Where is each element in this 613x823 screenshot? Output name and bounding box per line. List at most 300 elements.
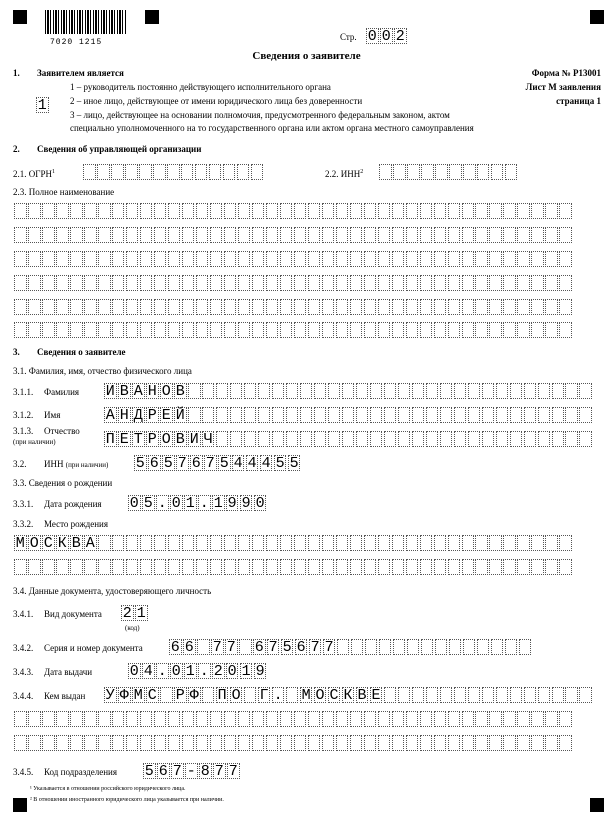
char-cell	[378, 227, 391, 243]
char-cell: 5	[135, 455, 145, 472]
char-cell	[435, 164, 448, 180]
birth-place-row[interactable]	[14, 535, 573, 551]
doc-type-num: 3.4.1.	[13, 609, 34, 619]
char-cell	[140, 535, 153, 551]
char-cell: 1	[213, 495, 223, 512]
char-cell	[378, 711, 391, 727]
char-cell	[364, 251, 377, 267]
char-cell	[224, 251, 237, 267]
full-name-row[interactable]	[14, 227, 573, 243]
char-cell	[489, 559, 502, 575]
surname-field[interactable]	[104, 383, 593, 399]
barcode-number: 7020 1215	[50, 38, 103, 47]
char-cell	[294, 227, 307, 243]
char-cell	[258, 383, 271, 399]
char-cell	[84, 322, 97, 338]
char-cell	[475, 203, 488, 219]
char-cell: 0	[129, 495, 139, 512]
ogrn-field[interactable]	[83, 164, 265, 180]
char-cell	[545, 251, 558, 267]
char-cell: В	[175, 431, 185, 448]
char-cell	[266, 535, 279, 551]
char-cell	[475, 251, 488, 267]
dept-code-field[interactable]	[143, 763, 241, 779]
char-cell	[322, 535, 335, 551]
char-cell: 0	[129, 663, 139, 680]
char-cell	[378, 251, 391, 267]
char-cell	[531, 735, 544, 751]
char-cell	[448, 559, 461, 575]
char-cell	[70, 203, 83, 219]
char-cell	[426, 687, 439, 703]
char-cell	[462, 275, 475, 291]
char-cell	[420, 322, 433, 338]
char-cell	[140, 227, 153, 243]
char-cell	[393, 639, 406, 655]
char-cell	[503, 275, 516, 291]
char-cell	[238, 299, 251, 315]
char-cell	[239, 639, 252, 655]
char-cell	[392, 559, 405, 575]
char-cell: 0	[367, 28, 377, 45]
char-cell	[112, 322, 125, 338]
char-cell	[412, 431, 425, 447]
char-cell	[475, 711, 488, 727]
char-cell	[531, 299, 544, 315]
char-cell	[168, 735, 181, 751]
char-cell	[168, 299, 181, 315]
char-cell	[510, 431, 523, 447]
char-cell	[482, 687, 495, 703]
char-cell	[454, 431, 467, 447]
char-cell: 7	[228, 763, 238, 780]
birth-place-num: 3.3.2.	[13, 519, 34, 529]
char-cell	[84, 559, 97, 575]
char-cell	[308, 299, 321, 315]
char-cell	[140, 322, 153, 338]
char-cell	[510, 407, 523, 423]
char-cell	[378, 299, 391, 315]
char-cell: 6	[158, 763, 168, 780]
char-cell	[308, 203, 321, 219]
char-cell	[42, 203, 55, 219]
char-cell	[294, 711, 307, 727]
full-name-row[interactable]	[14, 299, 573, 315]
char-cell	[210, 275, 223, 291]
char-cell	[14, 559, 27, 575]
char-cell	[517, 203, 530, 219]
char-cell: А	[105, 407, 115, 424]
char-cell: .	[157, 495, 167, 512]
char-cell	[266, 322, 279, 338]
char-cell: О	[315, 687, 325, 704]
char-cell	[196, 251, 209, 267]
char-cell	[154, 559, 167, 575]
doc-number-field[interactable]	[169, 639, 533, 655]
birth-date-label: Дата рождения	[44, 499, 102, 509]
char-cell	[216, 431, 229, 447]
char-cell	[496, 687, 509, 703]
char-cell	[559, 735, 572, 751]
char-cell	[14, 227, 27, 243]
char-cell	[126, 535, 139, 551]
char-cell: Р	[147, 407, 157, 424]
char-cell	[392, 535, 405, 551]
char-cell	[112, 275, 125, 291]
char-cell	[517, 735, 530, 751]
char-cell: 9	[241, 495, 251, 512]
full-name-row[interactable]	[14, 251, 573, 267]
char-cell	[378, 275, 391, 291]
char-cell	[28, 299, 41, 315]
char-cell	[112, 559, 125, 575]
char-cell	[70, 322, 83, 338]
corner-marker	[590, 798, 604, 812]
dept-code-label: Код подразделения	[44, 767, 117, 777]
char-cell	[412, 687, 425, 703]
char-cell	[210, 203, 223, 219]
doc-type-field[interactable]	[121, 605, 149, 621]
char-cell	[505, 164, 518, 180]
char-cell: Р	[175, 687, 185, 704]
ogrn-label: 2.1. ОГРН$^1$	[13, 169, 55, 179]
birth-place-row[interactable]	[14, 559, 573, 575]
char-cell	[280, 559, 293, 575]
page-number-field	[366, 28, 408, 44]
char-cell	[140, 711, 153, 727]
full-name-row[interactable]	[14, 275, 573, 291]
char-cell	[210, 227, 223, 243]
char-cell	[342, 383, 355, 399]
char-cell	[153, 164, 166, 180]
char-cell	[356, 407, 369, 423]
char-cell	[14, 275, 27, 291]
char-cell	[351, 639, 364, 655]
char-cell	[328, 407, 341, 423]
char-cell	[517, 322, 530, 338]
char-cell	[579, 407, 592, 423]
char-cell	[42, 711, 55, 727]
char-cell	[98, 735, 111, 751]
char-cell	[244, 687, 257, 703]
char-cell	[56, 559, 69, 575]
char-cell: О	[231, 687, 241, 704]
doc-number-label: Серия и номер документа	[44, 643, 143, 653]
char-cell	[272, 431, 285, 447]
char-cell: В	[175, 383, 185, 400]
char-cell	[350, 535, 363, 551]
char-cell	[224, 735, 237, 751]
char-cell	[42, 275, 55, 291]
char-cell	[210, 251, 223, 267]
char-cell	[238, 559, 251, 575]
char-cell	[230, 431, 243, 447]
char-cell	[342, 407, 355, 423]
char-cell	[350, 275, 363, 291]
char-cell	[406, 322, 419, 338]
char-cell	[224, 275, 237, 291]
char-cell	[468, 431, 481, 447]
char-cell	[210, 322, 223, 338]
char-cell	[392, 203, 405, 219]
char-cell	[468, 383, 481, 399]
char-cell	[496, 431, 509, 447]
char-cell	[559, 251, 572, 267]
char-cell	[531, 227, 544, 243]
char-cell	[238, 322, 251, 338]
char-cell	[392, 251, 405, 267]
name-field[interactable]	[104, 407, 593, 423]
option-3-cont: специально уполномоченного на то государственного органа или актом органа местного самоуправления	[70, 123, 474, 133]
char-cell	[244, 431, 257, 447]
char-cell	[384, 431, 397, 447]
char-cell: М	[301, 687, 311, 704]
char-cell	[182, 322, 195, 338]
char-cell	[392, 299, 405, 315]
char-cell	[286, 431, 299, 447]
char-cell	[224, 535, 237, 551]
char-cell	[448, 535, 461, 551]
char-cell	[314, 431, 327, 447]
char-cell: 7	[212, 639, 222, 656]
char-cell	[252, 535, 265, 551]
char-cell	[224, 203, 237, 219]
char-cell	[308, 535, 321, 551]
char-cell	[559, 203, 572, 219]
char-cell	[56, 299, 69, 315]
char-cell	[545, 203, 558, 219]
char-cell	[230, 407, 243, 423]
char-cell	[552, 407, 565, 423]
char-cell: 2	[395, 28, 405, 45]
char-cell	[56, 322, 69, 338]
char-cell: Й	[175, 407, 185, 424]
inn-field[interactable]	[134, 455, 302, 471]
char-cell	[251, 164, 264, 180]
issue-date-field[interactable]	[128, 663, 268, 679]
char-cell	[98, 203, 111, 219]
char-cell	[14, 735, 27, 751]
char-cell	[126, 251, 139, 267]
char-cell	[448, 275, 461, 291]
char-cell	[384, 687, 397, 703]
char-cell: 9	[255, 663, 265, 680]
char-cell	[434, 275, 447, 291]
char-cell	[356, 431, 369, 447]
char-cell	[579, 383, 592, 399]
char-cell	[524, 431, 537, 447]
applicant-type-field[interactable]	[36, 97, 50, 113]
form-number: Форма № Р13001	[531, 68, 601, 78]
char-cell	[126, 711, 139, 727]
char-cell	[350, 251, 363, 267]
char-cell: 6	[191, 455, 201, 472]
char-cell	[272, 383, 285, 399]
issue-date-label: Дата выдачи	[44, 667, 93, 677]
char-cell	[308, 711, 321, 727]
char-cell	[336, 275, 349, 291]
char-cell	[531, 251, 544, 267]
char-cell	[434, 227, 447, 243]
full-name-row[interactable]	[14, 203, 573, 219]
char-cell	[98, 227, 111, 243]
char-cell	[454, 407, 467, 423]
char-cell	[140, 735, 153, 751]
full-name-row[interactable]	[14, 322, 573, 338]
page-title: Сведения о заявителе	[252, 50, 361, 62]
char-cell	[182, 535, 195, 551]
char-cell	[188, 383, 201, 399]
char-cell	[280, 251, 293, 267]
page-label: Стр.	[340, 32, 357, 42]
char-cell: 6	[149, 455, 159, 472]
char-cell	[56, 711, 69, 727]
char-cell: 7	[226, 639, 236, 656]
char-cell: Ф	[189, 687, 199, 704]
char-cell	[421, 639, 434, 655]
char-cell	[168, 203, 181, 219]
char-cell	[406, 227, 419, 243]
char-cell	[378, 535, 391, 551]
char-cell	[196, 203, 209, 219]
inn-org-field[interactable]	[379, 164, 519, 180]
char-cell	[42, 299, 55, 315]
char-cell	[440, 431, 453, 447]
char-cell: В	[71, 535, 81, 552]
char-cell	[286, 687, 299, 703]
birth-date-field[interactable]	[128, 495, 268, 511]
char-cell	[154, 227, 167, 243]
char-cell: 2	[122, 605, 132, 622]
char-cell	[462, 203, 475, 219]
char-cell: 2	[213, 663, 223, 680]
char-cell	[365, 639, 378, 655]
char-cell	[421, 164, 434, 180]
char-cell	[258, 407, 271, 423]
char-cell: .	[199, 663, 209, 680]
char-cell	[482, 407, 495, 423]
char-cell	[70, 711, 83, 727]
issued-by-row[interactable]	[14, 735, 573, 751]
issued-by-row[interactable]	[104, 687, 593, 703]
char-cell: С	[329, 687, 339, 704]
char-cell	[111, 164, 124, 180]
char-cell	[468, 687, 481, 703]
char-cell: 0	[227, 663, 237, 680]
char-cell	[531, 203, 544, 219]
char-cell	[139, 164, 152, 180]
char-cell	[420, 559, 433, 575]
char-cell	[294, 299, 307, 315]
char-cell: -	[186, 763, 196, 780]
inn-num: 3.2.	[13, 459, 27, 469]
char-cell: .	[199, 495, 209, 512]
char-cell	[545, 711, 558, 727]
char-cell	[406, 275, 419, 291]
char-cell	[491, 164, 504, 180]
char-cell	[462, 735, 475, 751]
char-cell	[70, 559, 83, 575]
char-cell	[196, 322, 209, 338]
char-cell	[517, 251, 530, 267]
char-cell	[182, 299, 195, 315]
char-cell	[406, 203, 419, 219]
char-cell	[224, 322, 237, 338]
char-cell: 0	[171, 663, 181, 680]
char-cell	[252, 227, 265, 243]
doc-label: 3.4. Данные документа, удостоверяющего личность	[13, 586, 212, 596]
char-cell	[154, 203, 167, 219]
char-cell	[300, 407, 313, 423]
char-cell	[154, 299, 167, 315]
char-cell	[84, 227, 97, 243]
char-cell	[462, 535, 475, 551]
char-cell	[392, 711, 405, 727]
section1-heading: Заявителем является	[37, 68, 124, 78]
char-cell	[503, 251, 516, 267]
char-cell	[197, 639, 210, 655]
char-cell: 6	[184, 639, 194, 656]
patronymic-field[interactable]	[104, 431, 593, 447]
char-cell	[84, 203, 97, 219]
name-num: 3.1.2.	[13, 410, 34, 420]
char-cell	[545, 559, 558, 575]
doc-number-num: 3.4.2.	[13, 643, 34, 653]
char-cell	[449, 164, 462, 180]
char-cell: О	[161, 383, 171, 400]
char-cell	[84, 299, 97, 315]
char-cell	[84, 735, 97, 751]
char-cell	[238, 251, 251, 267]
char-cell	[14, 711, 27, 727]
char-cell	[420, 711, 433, 727]
char-cell	[489, 275, 502, 291]
char-cell	[238, 711, 251, 727]
char-cell	[238, 275, 251, 291]
issued-by-row[interactable]	[14, 711, 573, 727]
char-cell	[314, 407, 327, 423]
char-cell: Е	[161, 407, 171, 424]
char-cell	[559, 322, 572, 338]
char-cell	[258, 431, 271, 447]
char-cell	[244, 383, 257, 399]
patronymic-num: 3.1.3.	[13, 426, 34, 436]
char-cell	[196, 711, 209, 727]
section2-heading: Сведения об управляющей организации	[37, 144, 202, 154]
char-cell	[559, 559, 572, 575]
corner-marker	[13, 10, 27, 24]
char-cell	[280, 203, 293, 219]
char-cell	[420, 535, 433, 551]
char-cell	[426, 383, 439, 399]
char-cell	[266, 275, 279, 291]
char-cell	[308, 735, 321, 751]
char-cell	[505, 639, 518, 655]
char-cell	[491, 639, 504, 655]
char-cell	[230, 383, 243, 399]
char-cell	[440, 383, 453, 399]
char-cell	[84, 275, 97, 291]
option-3: 3 – лицо, действующее на основании полномочия, предусмотренного федеральным законом, актом	[70, 110, 450, 120]
char-cell	[210, 735, 223, 751]
char-cell	[70, 275, 83, 291]
char-cell	[168, 227, 181, 243]
char-cell	[14, 322, 27, 338]
char-cell	[462, 711, 475, 727]
char-cell	[168, 275, 181, 291]
char-cell	[448, 251, 461, 267]
char-cell	[407, 639, 420, 655]
